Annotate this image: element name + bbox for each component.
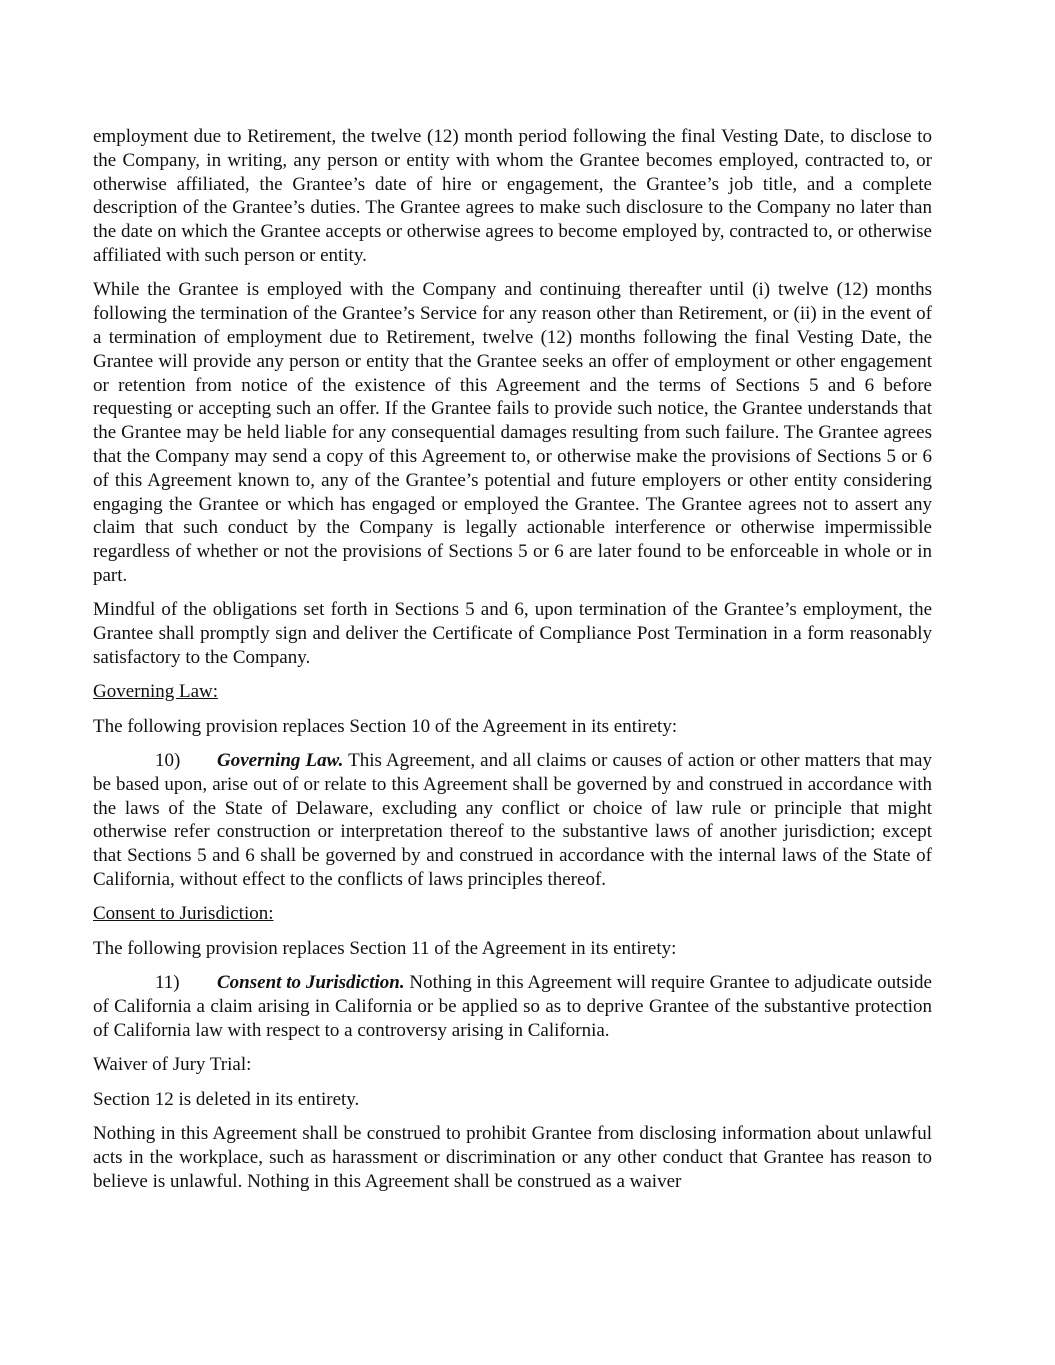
section-11-title: Consent to Jurisdiction. <box>217 972 405 994</box>
section-10-number: 10) <box>155 750 181 772</box>
heading-governing-law: Governing Law: <box>93 681 219 703</box>
heading-waiver-jury-trial: Waiver of Jury Trial: <box>93 1054 252 1076</box>
section-11-body: Nothing in this Agreement will require Grantee to adjudicate outside of California a claim arising in California or be applied so as to deprive Grantee of the substantive protection of California law with respect to a controversy arising in California. <box>93 972 932 1041</box>
waiver-body: Section 12 is deleted in its entirety. <box>93 1088 360 1110</box>
paragraph-notice-obligation: While the Grantee is employed with the Company and continuing thereafter until (i) twelve (12) months following the termination of the Grantee’s Service for any reason other than Retirement, or (ii) in the event of a termination of employment due to Retirement, twelve (12) months following the final Vesting Date, the Grantee will provide any person or entity that the Grantee seeks an offer of employment or other engagement or retention from notice of the existence of this Agreement and the terms of Sections 5 and 6 before requesting or accepting such an offer. If the Grantee fails to provide such notice, the Grantee understands that the Grantee may be held liable for any consequential damages resulting from such failure. The Grantee agrees that the Company may send a copy of this Agreement to, or otherwise make the provisions of Sections 5 or 6 of this Agreement known to, any of the Grantee’s potential and future employers or other entity considering engaging the Grantee or which has engaged or employed the Grantee. The Grantee agrees not to assert any claim that such conduct by the Company is legally actionable interference or otherwise impermissible regardless of whether or not the provisions of Sections 5 or 6 are later found to be enforceable in whole or in part. <box>93 279 932 586</box>
section-10-body: This Agreement, and all claims or causes of action or other matters that may be based upon, arise out of or relate to this Agreement shall be governed by and construed in accordance with the laws of the State of Delaware, excluding any conflict or choice of law rule or principle that might otherwise refer construction or interpretation thereof to the substantive laws of another jurisdiction; except that Sections 5 and 6 shall be governed by and construed in accordance with the internal laws of the State of California, without effect to the conflicts of laws principles thereof. <box>93 750 932 891</box>
consent-intro: The following provision replaces Section 11 of the Agreement in its entirety: <box>93 937 677 959</box>
section-10-governing-law <box>93 749 932 892</box>
paragraph-unlawful-acts: Nothing in this Agreement shall be construed to prohibit Grantee from disclosing information about unlawful acts in the workplace, such as harassment or discrimination or any other conduct that Grantee has reason to believe is unlawful. Nothing in this Agreement shall be construed as a waiver <box>93 1123 932 1192</box>
heading-consent-jurisdiction: Consent to Jurisdiction: <box>93 903 274 925</box>
document-page <box>93 125 932 1204</box>
governing-law-intro: The following provision replaces Section 10 of the Agreement in its entirety: <box>93 715 678 737</box>
paragraph-disclosure: employment due to Retirement, the twelve (12) month period following the final Vesting Date, to disclose to the Company, in writing, any person or entity with whom the Grantee becomes employed, contracted to, or otherwise affiliated, the Grantee’s date of hire or engagement, the Grantee’s job title, and a complete description of the Grantee’s duties. The Grantee agrees to make such disclosure to the Company no later than the date on which the Grantee accepts or otherwise agrees to become employed by, contracted to, or otherwise affiliated with such person or entity. <box>93 126 932 266</box>
section-11-consent <box>93 971 932 1042</box>
section-11-number: 11) <box>155 972 180 994</box>
paragraph-certificate-compliance: Mindful of the obligations set forth in Sections 5 and 6, upon termination of the Grantee’s employment, the Grantee shall promptly sign and deliver the Certificate of Compliance Post Termination in a form reasonably satisfactory to the Company. <box>93 599 932 668</box>
section-10-title: Governing Law. <box>217 750 344 772</box>
